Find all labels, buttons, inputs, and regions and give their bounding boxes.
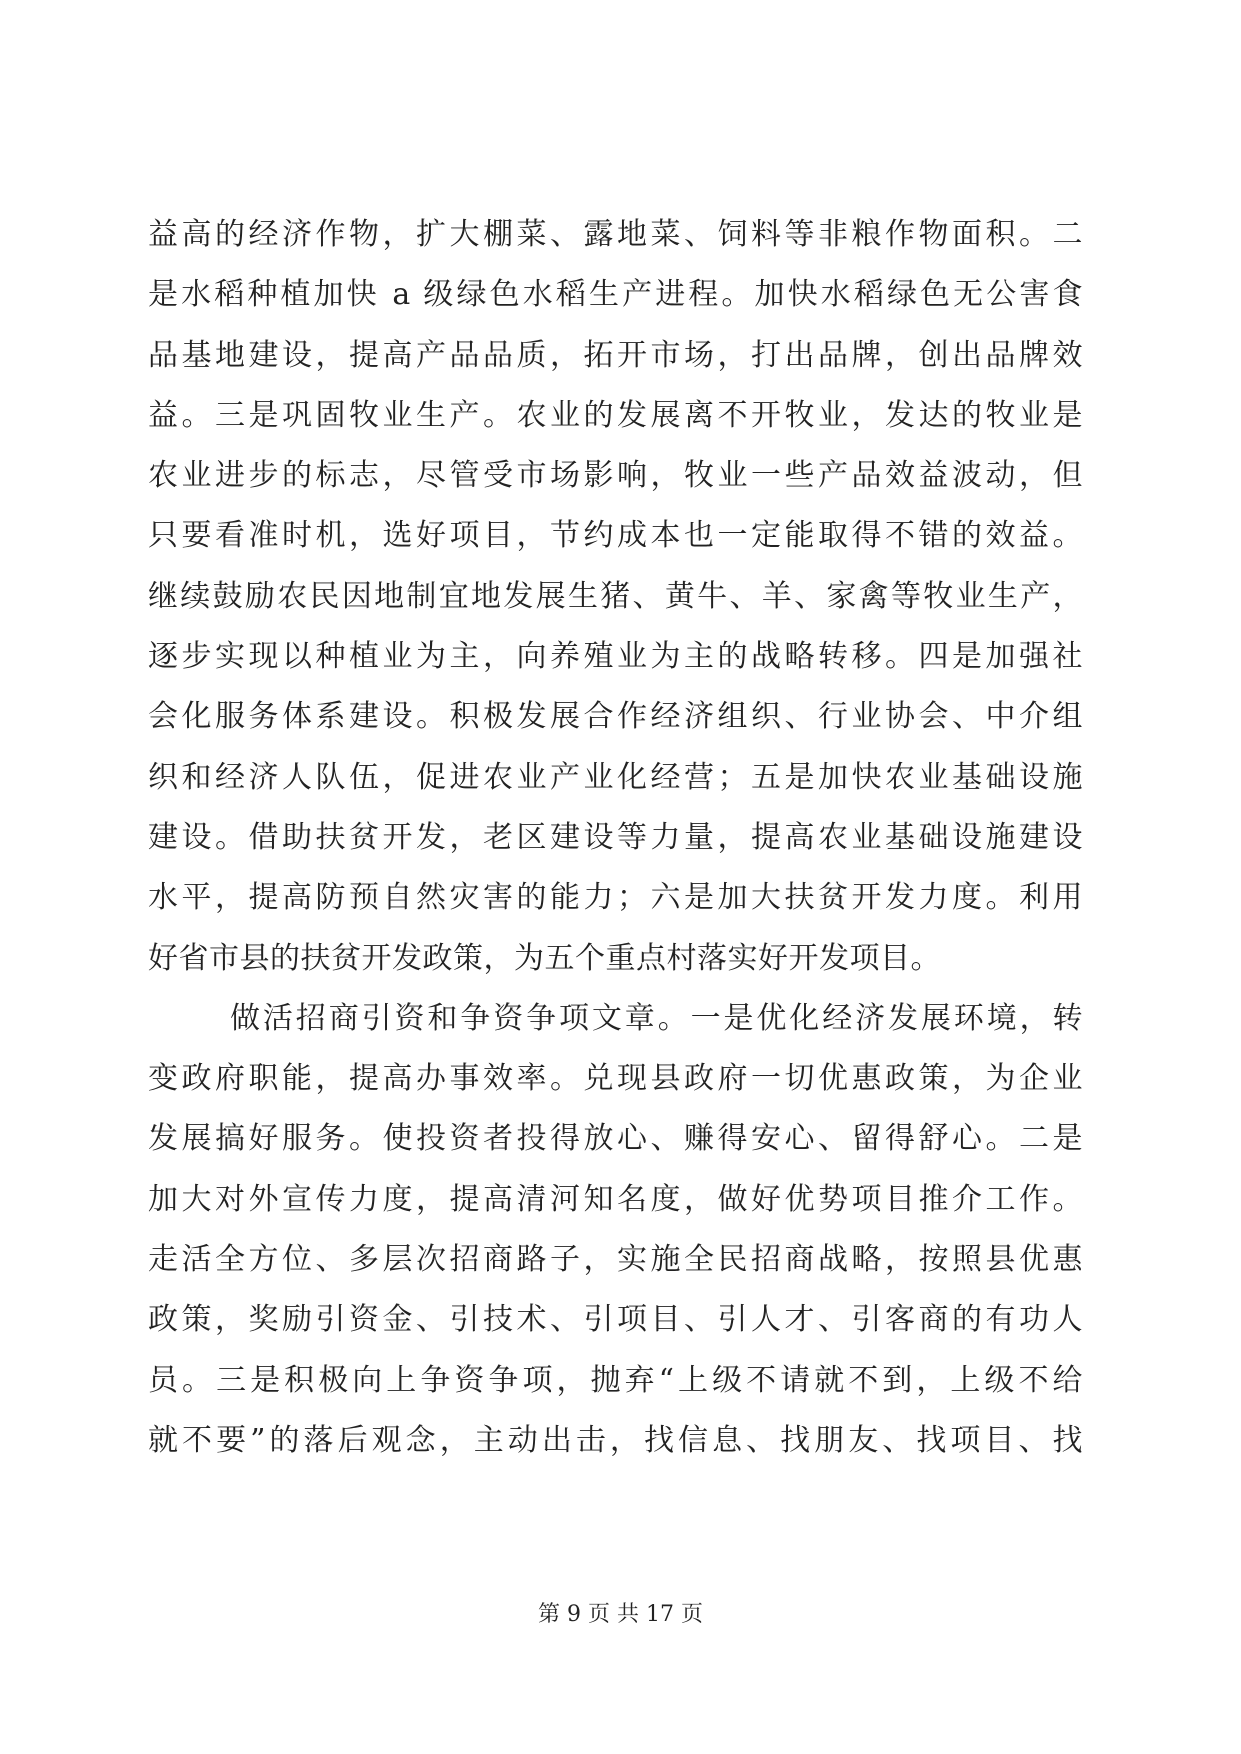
text-line: 建设。借助扶贫开发，老区建设等力量，提高农业基础设施建设 — [148, 819, 1083, 855]
text-line: 是水稻种植加快 a 级绿色水稻生产进程。加快水稻绿色无公害食 — [148, 277, 1083, 313]
text-line: 变政府职能，提高办事效率。兑现县政府一切优惠政策，为企业 — [148, 1061, 1083, 1097]
text-line: 继续鼓励农民因地制宜地发展生猪、黄牛、羊、家禽等牧业生产， — [148, 578, 1083, 614]
text-line: 会化服务体系建设。积极发展合作经济组织、行业协会、中介组 — [148, 699, 1083, 735]
text-line: 加大对外宣传力度，提高清河知名度，做好优势项目推介工作。 — [148, 1181, 1083, 1217]
text-line: 逐步实现以种植业为主，向养殖业为主的战略转移。四是加强社 — [148, 639, 1083, 675]
paragraph-start-line: 做活招商引资和争资争项文章。一是优化经济发展环境，转 — [230, 1000, 1083, 1036]
text-line: 品基地建设，提高产品品质，拓开市场，打出品牌，创出品牌效 — [148, 337, 1083, 373]
text-line: 只要看准时机，选好项目，节约成本也一定能取得不错的效益。 — [148, 518, 1083, 554]
page-number-footer: 第 9 页 共 17 页 — [538, 1602, 703, 1627]
body-text — [148, 205, 1083, 1471]
text-line: 发展搞好服务。使投资者投得放心、赚得安心、留得舒心。二是 — [148, 1121, 1083, 1157]
text-line: 农业进步的标志，尽管受市场影响，牧业一些产品效益波动，但 — [148, 458, 1083, 494]
text-line: 政策，奖励引资金、引技术、引项目、引人才、引客商的有功人 — [148, 1302, 1083, 1338]
text-line: 水平，提高防预自然灾害的能力；六是加大扶贫开发力度。利用 — [148, 880, 1083, 916]
text-line: 织和经济人队伍，促进农业产业化经营；五是加快农业基础设施 — [148, 759, 1083, 795]
text-line: 好省市县的扶贫开发政策，为五个重点村落实好开发项目。 — [148, 940, 941, 976]
text-line: 走活全方位、多层次招商路子，实施全民招商战略，按照县优惠 — [148, 1242, 1083, 1278]
text-line: 益高的经济作物，扩大棚菜、露地菜、饲料等非粮作物面积。二 — [148, 217, 1083, 252]
text-line: 就不要”的落后观念，主动出击，找信息、找朋友、找项目、找 — [148, 1422, 1083, 1458]
text-line: 员。三是积极向上争资争项，抛弃“上级不请就不到，上级不给 — [148, 1362, 1083, 1398]
text-line: 益。三是巩固牧业生产。农业的发展离不开牧业，发达的牧业是 — [148, 397, 1083, 433]
